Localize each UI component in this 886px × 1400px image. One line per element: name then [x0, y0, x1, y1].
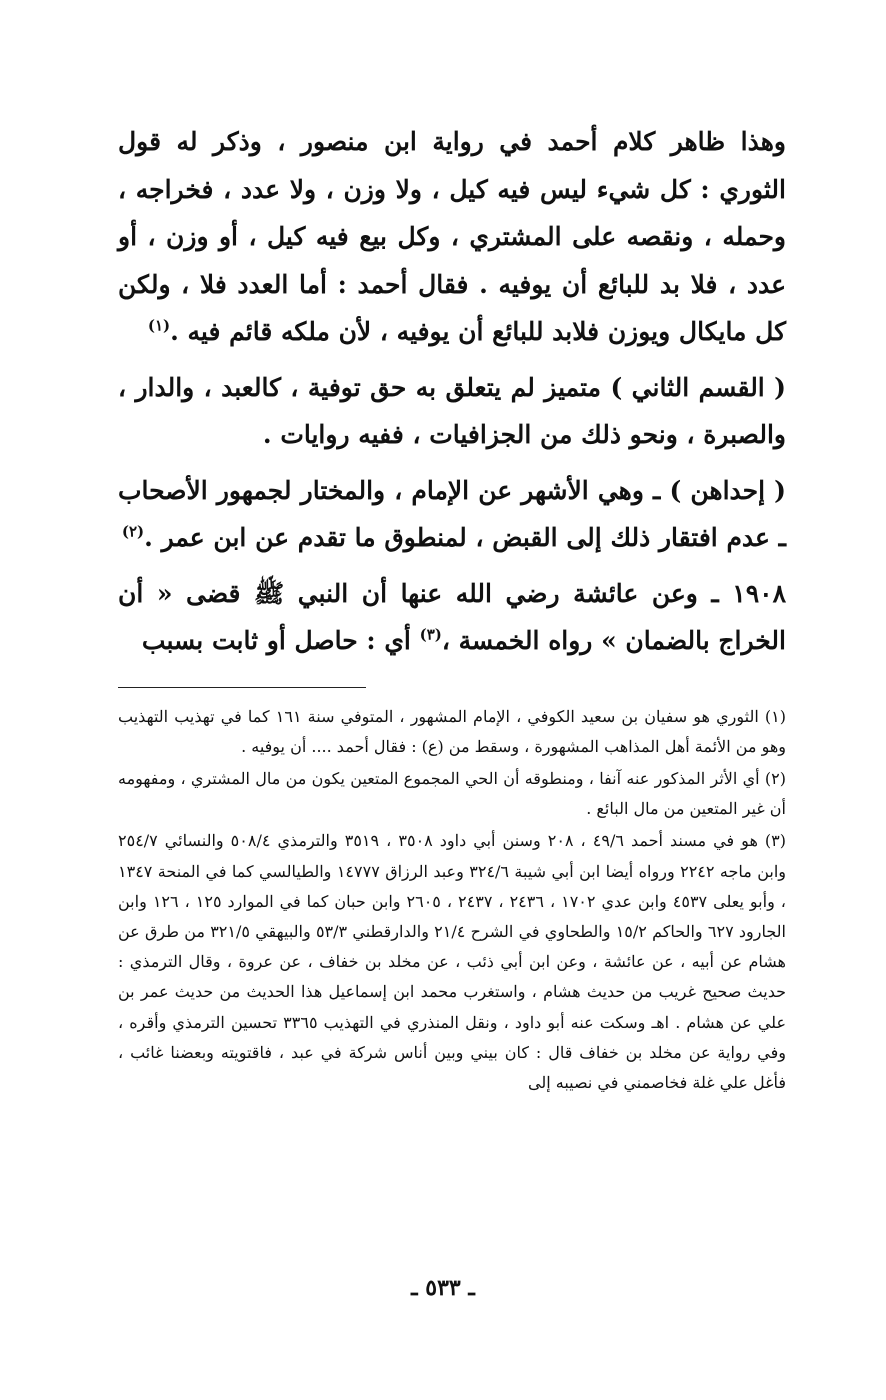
hadith-text-continued: أي : حاصل أو ثابت بسبب: [141, 626, 411, 655]
page-number: ـ ٥٣٣ ـ: [411, 1275, 475, 1301]
footnote-1: (١) الثوري هو سفيان بن سعيد الكوفي ، الإمام المشهور ، المتوفي سنة ١٦١ كما في تهذيب التهذيب وهو من الأئمة أهل المذاهب المشهورة ، وسقط من (ع) : فقال أحمد .... أن يوفيه .: [118, 706, 787, 756]
paragraph-3: ( إحداهن ) ـ وهي الأشهر عن الإمام ، والمختار لجمهور الأصحاب ـ عدم افتقار ذلك إلى القبض ، لمنطوق ما تقدم عن ابن عمر .$^{(٢)}$: [118, 475, 786, 552]
hadith-paragraph: [118, 570, 786, 665]
paragraph-1: وهذا ظاهر كلام أحمد في رواية ابن منصور ، وذكر له قول الثوري : كل شيء ليس فيه كيل ، ولا وزن ، ولا عدد ، فخراجه ، وحمله ، ونقصه على المشتري ، وكل بيع فيه كيل ، أو وزن ، أو عدد ، فلا بد للبائع أن يوفيه . فقال أحمد : أما العدد فلا ، ولكن كل مايكال ويوزن فلابد للبائع أن يوفيه ، لأن ملكه قائم فيه .$^{(١)}$: [118, 127, 786, 346]
footnote-ref-2[interactable]: (٢): [121, 522, 145, 541]
footnote-3: (٣) هو في مسند أحمد ٤٩/٦ ، ٢٠٨ وسنن أبي داود ٣٥٠٨ ، ٣٥١٩ والترمذي ٥٠٨/٤ والنسائي ٢٥٤/٧ وابن ماجه ٢٢٤٢ ورواه أيضا ابن أبي شيبة ٣٢٤/٦ وعبد الرزاق ١٤٧٧٧ والطيالسي كما في المنحة ١٣٤٧ ، وأبو يعلى ٤٥٣٧ وابن عدي ١٧٠٢ ، ٢٤٣٦ ، ٢٤٣٧ ، ٢٦٠٥ وابن حبان كما في الموارد ١٢٥ ، ١٢٦ وابن الجارود ٦٢٧ والحاكم ١٥/٢ والطحاوي في الشرح ٢١/٤ والدارقطني ٥٣/٣ والبيهقي ٣٢١/٥ من طرق عن هشام عن أبيه ، عن عائشة ، وعن ابن أبي ذئب ، عن مخلد بن خفاف ، عن عروة ، وقال الترمذي : حديث صحيح غريب من حديث هشام ، واستغرب محمد ابن إسماعيل هذا الحديث من حديث عمر بن علي عن هشام . اهـ وسكت عنه أبو داود ، ونقل المنذري في التهذيب ٣٣٦٥ تحسين الترمذي وأقره ، وفي رواية عن مخلد بن خفاف قال : كان بيني وبين أناس شركة في عبد ، فاقتويته وبعضنا غائب ، فأغل علي غلة فخاصمني في نصيبه إلى: [118, 831, 787, 1092]
hadith-text: ـ وعن عائشة رضي الله عنها أن النبي ﷺ قضى « أن الخراج بالضمان » رواه الخمسة ،: [118, 578, 786, 655]
footnote-divider-wrap: [118, 687, 786, 688]
hadith-number: ١٩٠٨: [732, 578, 786, 608]
footnote-ref-3[interactable]: (٣): [419, 625, 442, 644]
page: [118, 118, 786, 1098]
footnote-2: (٢) أي الأثر المذكور عنه آنفا ، ومنطوقه أن الحي المجموع المتعين يكون من مال المشتري ، ومفهومه أن غير المتعين من مال البائع .: [118, 768, 786, 819]
main-text: [118, 118, 786, 665]
paragraph-2: ( القسم الثاني ) متميز لم يتعلق به حق توفية ، كالعبد ، والدار ، والصبرة ، ونحو ذلك من الجزافيات ، ففيه روايات .: [118, 372, 786, 449]
footnote-divider: [118, 687, 366, 688]
footnote-ref-1[interactable]: (١): [147, 316, 171, 335]
footnotes: [118, 702, 786, 1099]
